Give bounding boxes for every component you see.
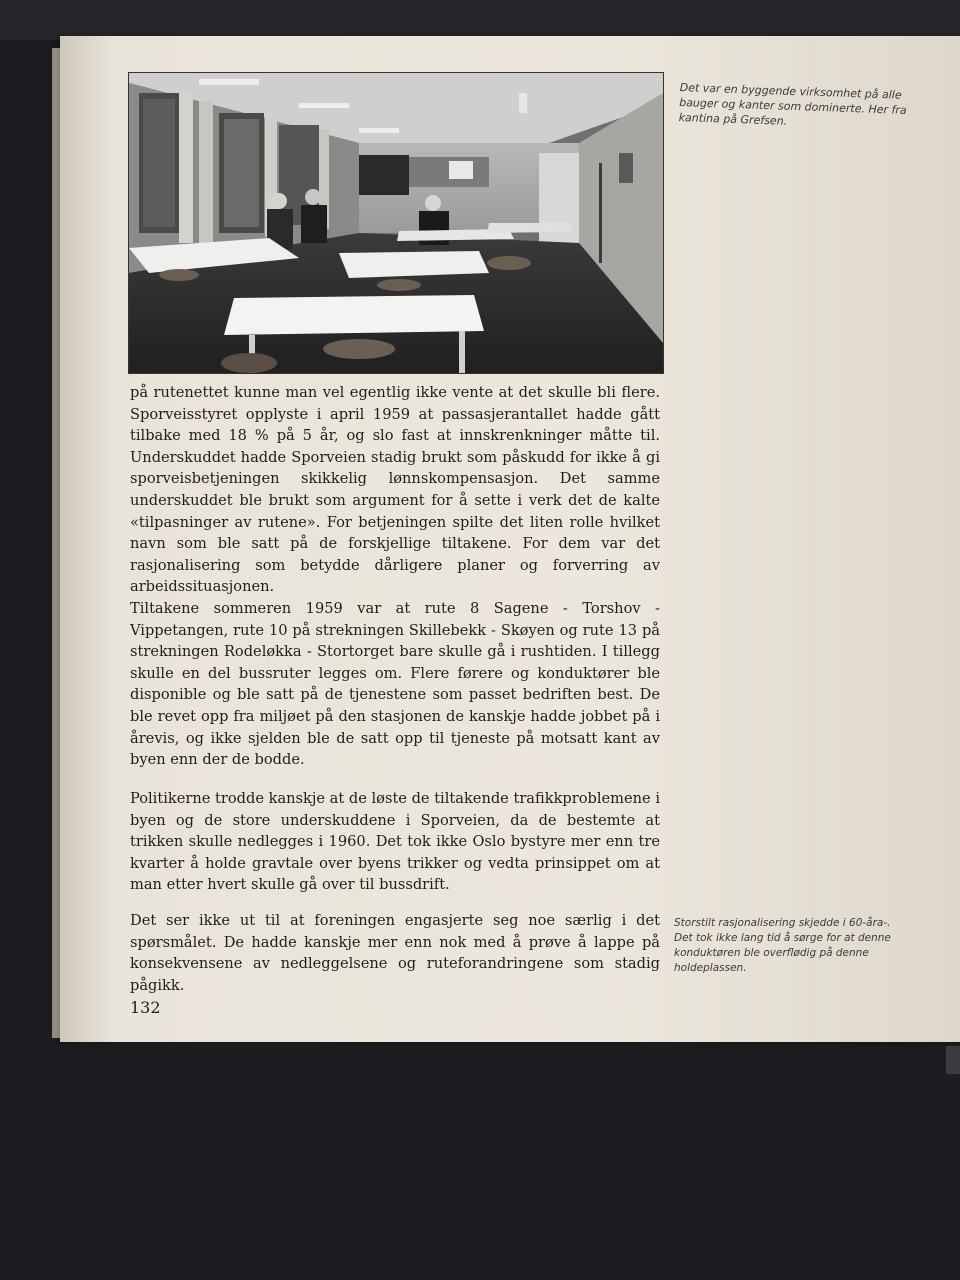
paragraph-2: Tiltakene sommeren 1959 var at rute 8 Sagene - Torshov - Vippetangen, rute 10 på strekningen Skillebekk - Skøyen og rute 13 på strekningen Rodeløkka - Stortorget bare skulle gå i rushtiden. I tillegg skulle en del bussruter legges om. Flere førere og konduktører ble disponible og ble satt på de tjenestene som passet bedriften best. De ble revet opp fra miljøet på den stasjonen de kanskje hadde jobbet på i årevis, og ikke sjelden ble de satt opp til tjeneste på motsatt kant av byen enn der de bodde. [130,600,660,769]
page-corner-shadow [946,1046,960,1074]
paragraph-4: Det ser ikke ut til at foreningen engasjerte seg noe særlig i det spørsmålet. De hadde kanskje mer enn nok med å prøve å lappe på konsekvensene av nedleggelsene og ruteforandringene som stadig pågikk. [130,912,660,994]
photo-caption: Det var en byggende virksomhet på alle bauger og kanter som dominerte. Her fra kantina på Grefsen. [678,80,907,128]
paragraph-3: Politikerne trodde kanskje at de løste de tiltakende trafikkproblemene i byen og de store underskuddene i Sporveien, da de bestemte at trikken skulle nedlegges i 1960. Det tok ikke Oslo bystyre mer enn tre kvarter å holde gravtale over byens trikker og vedta prinsippet om at man etter hvert skulle gå over til bussdrift. [130,790,660,894]
background [0,0,960,40]
side-caption: Storstilt rasjonalisering skjedde i 60-åra-. Det tok ikke lang tid å sørge for at denne konduktøren ble overflødig på denne holdeplassen. [674,917,891,974]
page-number: 132 [130,998,161,1017]
paragraph-1: på rutenettet kunne man vel egentlig ikke vente at det skulle bli flere. Sporveisstyret opplyste i april 1959 at passasjerantallet hadde gått tilbake med 18 % på 5 år, og slo fast at innskrenkninger måtte til. Underskuddet hadde Sporveien stadig brukt som påskudd for ikke å gi sporveisbetjeningen skikkelig lønnskompensasjon. Det samme underskuddet ble brukt som argument for å sette i verk det de kalte «tilpasninger av rutene». For betjeningen spilte det liten rolle hvilket navn som ble satt på de forskjellige tiltakene. For dem var det rasjonalisering som betydde dårligere planer og forverring av arbeidssituasjonen. [130,384,660,596]
canteen-photo [128,72,664,374]
